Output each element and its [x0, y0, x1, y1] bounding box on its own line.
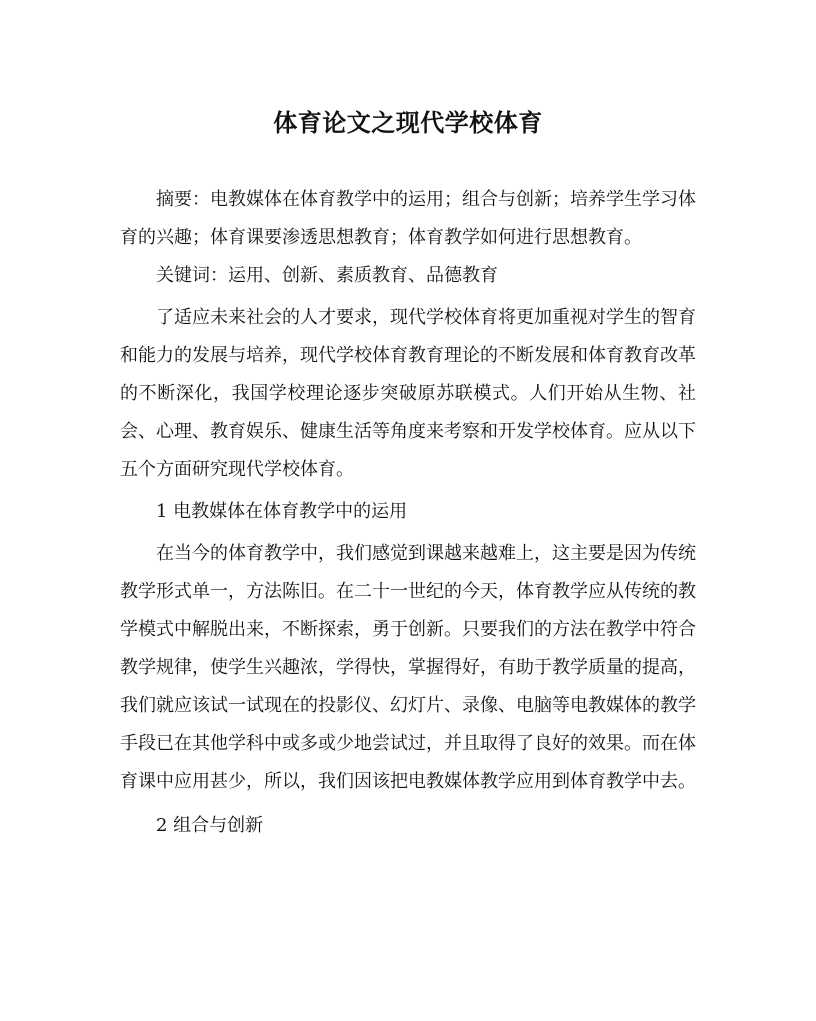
section-1-body: 在当今的体育教学中，我们感觉到课越来越难上，这主要是因为传统教学形式单一，方法陈旧。在二十一世纪的今天，体育教学应从传统的教学模式中解脱出来，不断探索，勇于创新。只要我们的方法在教学中符合教学规律，使学生兴趣浓，学得快，掌握得好，有助于教学质量的提高，我们就应该试一试现在的投影仪、幻灯片、录像、电脑等电教媒体的教学手段已在其他学科中或多或少地尝试过，并且取得了良好的效果。而在体育课中应用甚少，所以，我们因该把电教媒体教学应用到体育教学中去。: [120, 543, 696, 792]
section-2-heading: 2 组合与创新: [156, 815, 264, 836]
keywords-paragraph: 关键词：运用、创新、素质教育、品德教育: [156, 265, 498, 286]
abstract-paragraph: 摘要：电教媒体在体育教学中的运用；组合与创新；培养学生学习体育的兴趣；体育课要渗透思想教育；体育教学如何进行思想教育。: [120, 189, 696, 248]
section-1-heading: 1 电教媒体在体育教学中的运用: [156, 501, 408, 522]
document-body: [120, 181, 696, 845]
intro-paragraph: 了适应未来社会的人才要求，现代学校体育将更加重视对学生的智育和能力的发展与培养，现代学校体育教育理论的不断发展和体育教育改革的不断深化，我国学校理论逐步突破原苏联模式。人们开始从生物、社会、心理、教育娱乐、健康生活等角度来考察和开发学校体育。应从以下五个方面研究现代学校体育。: [120, 307, 696, 480]
document-title: 体育论文之现代学校体育: [273, 108, 543, 137]
